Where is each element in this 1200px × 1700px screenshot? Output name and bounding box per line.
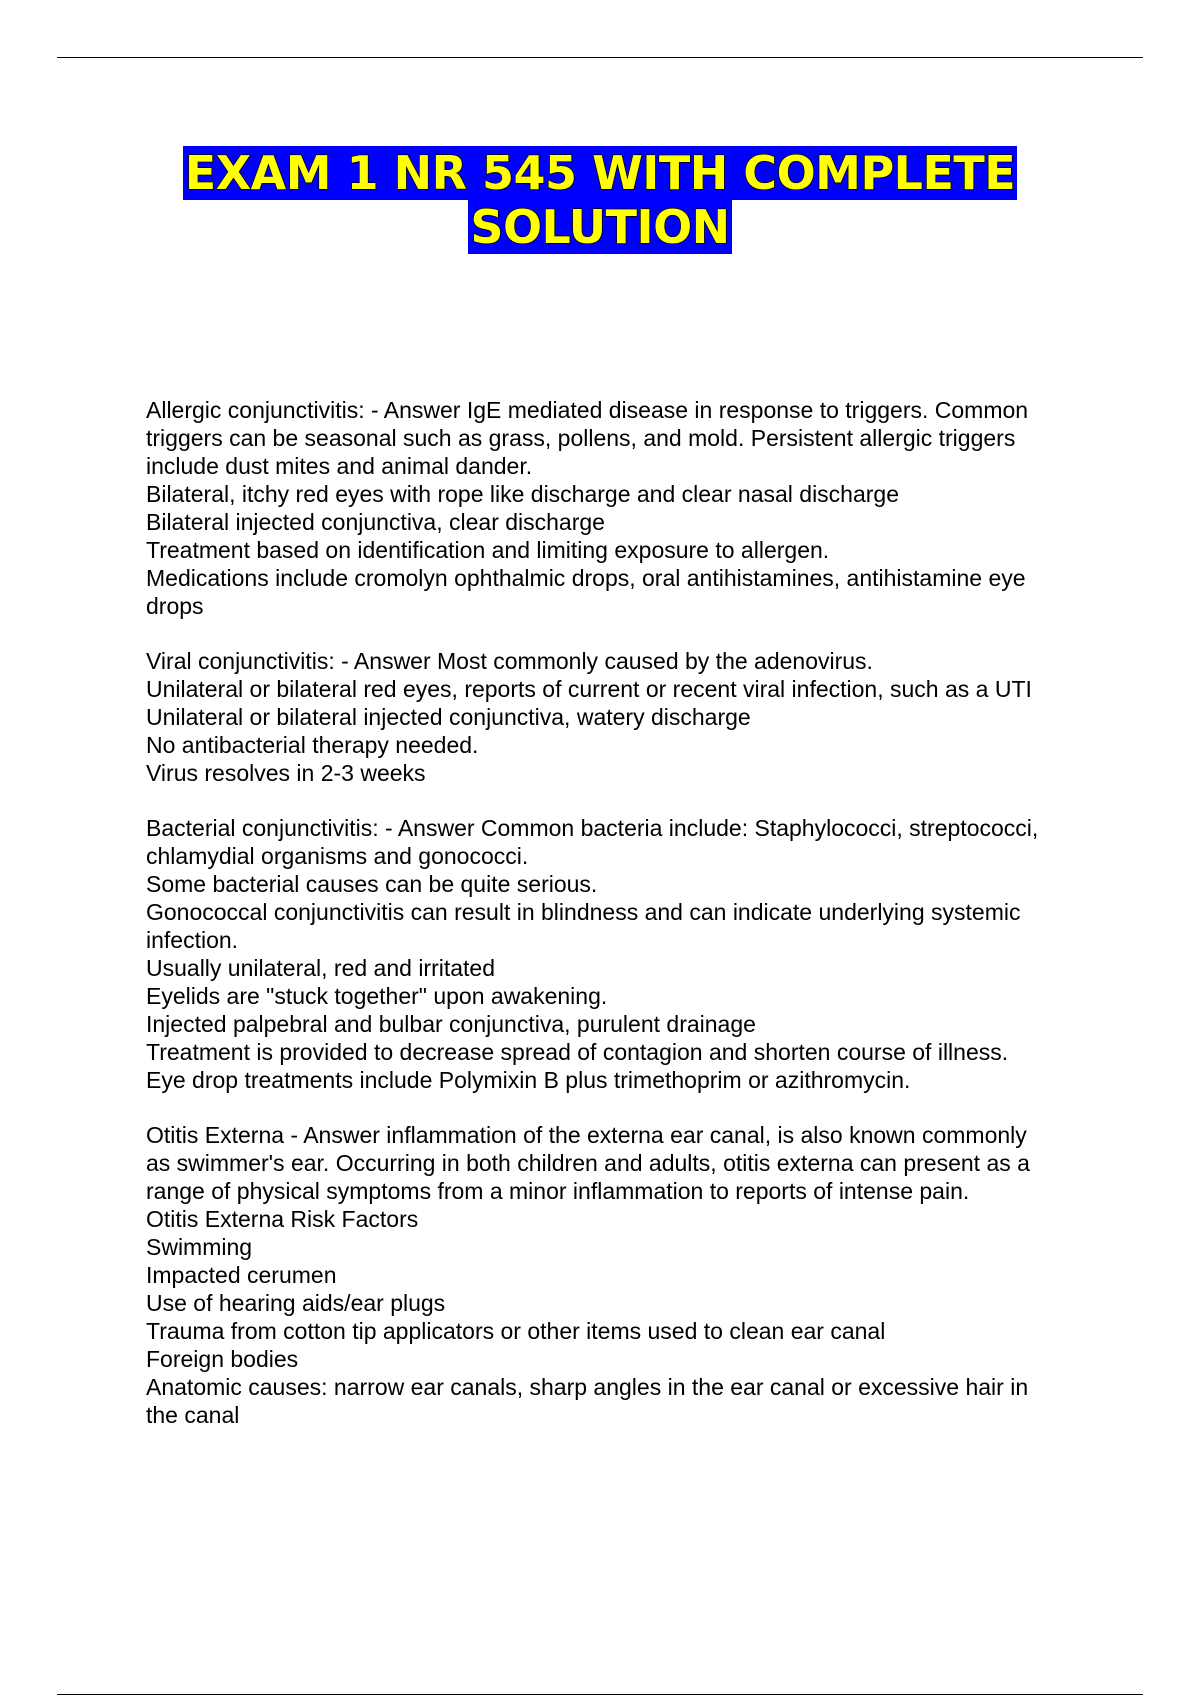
entry-line: Bilateral injected conjunctiva, clear discharge: [146, 509, 605, 535]
entry-line: triggers can be seasonal such as grass, pollens, and mold. Persistent allergic triggers: [146, 425, 1016, 451]
entry-line: Treatment is provided to decrease spread of contagion and shorten course of illness.: [146, 1039, 1009, 1065]
entry-line: Otitis Externa Risk Factors: [146, 1206, 419, 1232]
entry-bacterial-conjunctivitis: [146, 814, 1096, 1094]
document-title: [0, 146, 1200, 254]
entry-line: Trauma from cotton tip applicators or other items used to clean ear canal: [146, 1318, 886, 1344]
entry-line: chlamydial organisms and gonococci.: [146, 843, 529, 869]
entry-allergic-conjunctivitis: [146, 396, 1096, 620]
entry-line: Impacted cerumen: [146, 1262, 337, 1288]
entry-line: Injected palpebral and bulbar conjunctiva, purulent drainage: [146, 1011, 756, 1037]
entry-line: Allergic conjunctivitis: - Answer IgE mediated disease in response to triggers. Common: [146, 397, 1029, 423]
entry-line: Viral conjunctivitis: - Answer Most commonly caused by the adenovirus.: [146, 648, 873, 674]
entry-line: range of physical symptoms from a minor inflammation to reports of intense pain.: [146, 1178, 970, 1204]
entry-line: Use of hearing aids/ear plugs: [146, 1290, 446, 1316]
document-body: [146, 396, 1096, 1456]
entry-line: include dust mites and animal dander.: [146, 453, 533, 479]
entry-line: Treatment based on identification and limiting exposure to allergen.: [146, 537, 830, 563]
entry-line: Medications include cromolyn ophthalmic drops, oral antihistamines, antihistamine eye: [146, 565, 1026, 591]
entry-line: the canal: [146, 1402, 240, 1428]
entry-line: Usually unilateral, red and irritated: [146, 955, 496, 981]
entry-line: No antibacterial therapy needed.: [146, 732, 479, 758]
entry-line: Otitis Externa - Answer inflammation of the externa ear canal, is also known commonly: [146, 1122, 1027, 1148]
entry-line: Bacterial conjunctivitis: - Answer Common bacteria include: Staphylococci, streptococci,: [146, 815, 1039, 841]
entry-line: Anatomic causes: narrow ear canals, sharp angles in the ear canal or excessive hair in: [146, 1374, 1029, 1400]
title-line-2: SOLUTION: [470, 200, 730, 254]
footer-rule: [57, 1694, 1143, 1695]
entry-line: infection.: [146, 927, 239, 953]
entry-line: Some bacterial causes can be quite serious.: [146, 871, 598, 897]
entry-line: Eye drop treatments include Polymixin B plus trimethoprim or azithromycin.: [146, 1067, 911, 1093]
entry-line: Unilateral or bilateral red eyes, reports of current or recent viral infection, such as a UTI: [146, 676, 1032, 702]
entry-line: Virus resolves in 2-3 weeks: [146, 760, 426, 786]
entry-line: as swimmer's ear. Occurring in both children and adults, otitis externa can present as a: [146, 1150, 1030, 1176]
entry-line: Unilateral or bilateral injected conjunctiva, watery discharge: [146, 704, 751, 730]
title-line-1: EXAM 1 NR 545 WITH COMPLETE: [184, 146, 1016, 200]
entry-line: Gonococcal conjunctivitis can result in blindness and can indicate underlying systemic: [146, 899, 1021, 925]
entry-viral-conjunctivitis: [146, 647, 1096, 787]
header-rule: [57, 57, 1143, 58]
entry-line: Foreign bodies: [146, 1346, 299, 1372]
entry-line: Swimming: [146, 1234, 253, 1260]
entry-line: Bilateral, itchy red eyes with rope like discharge and clear nasal discharge: [146, 481, 900, 507]
entry-line: Eyelids are "stuck together" upon awakening.: [146, 983, 608, 1009]
entry-line: drops: [146, 593, 204, 619]
entry-otitis-externa: [146, 1121, 1096, 1429]
